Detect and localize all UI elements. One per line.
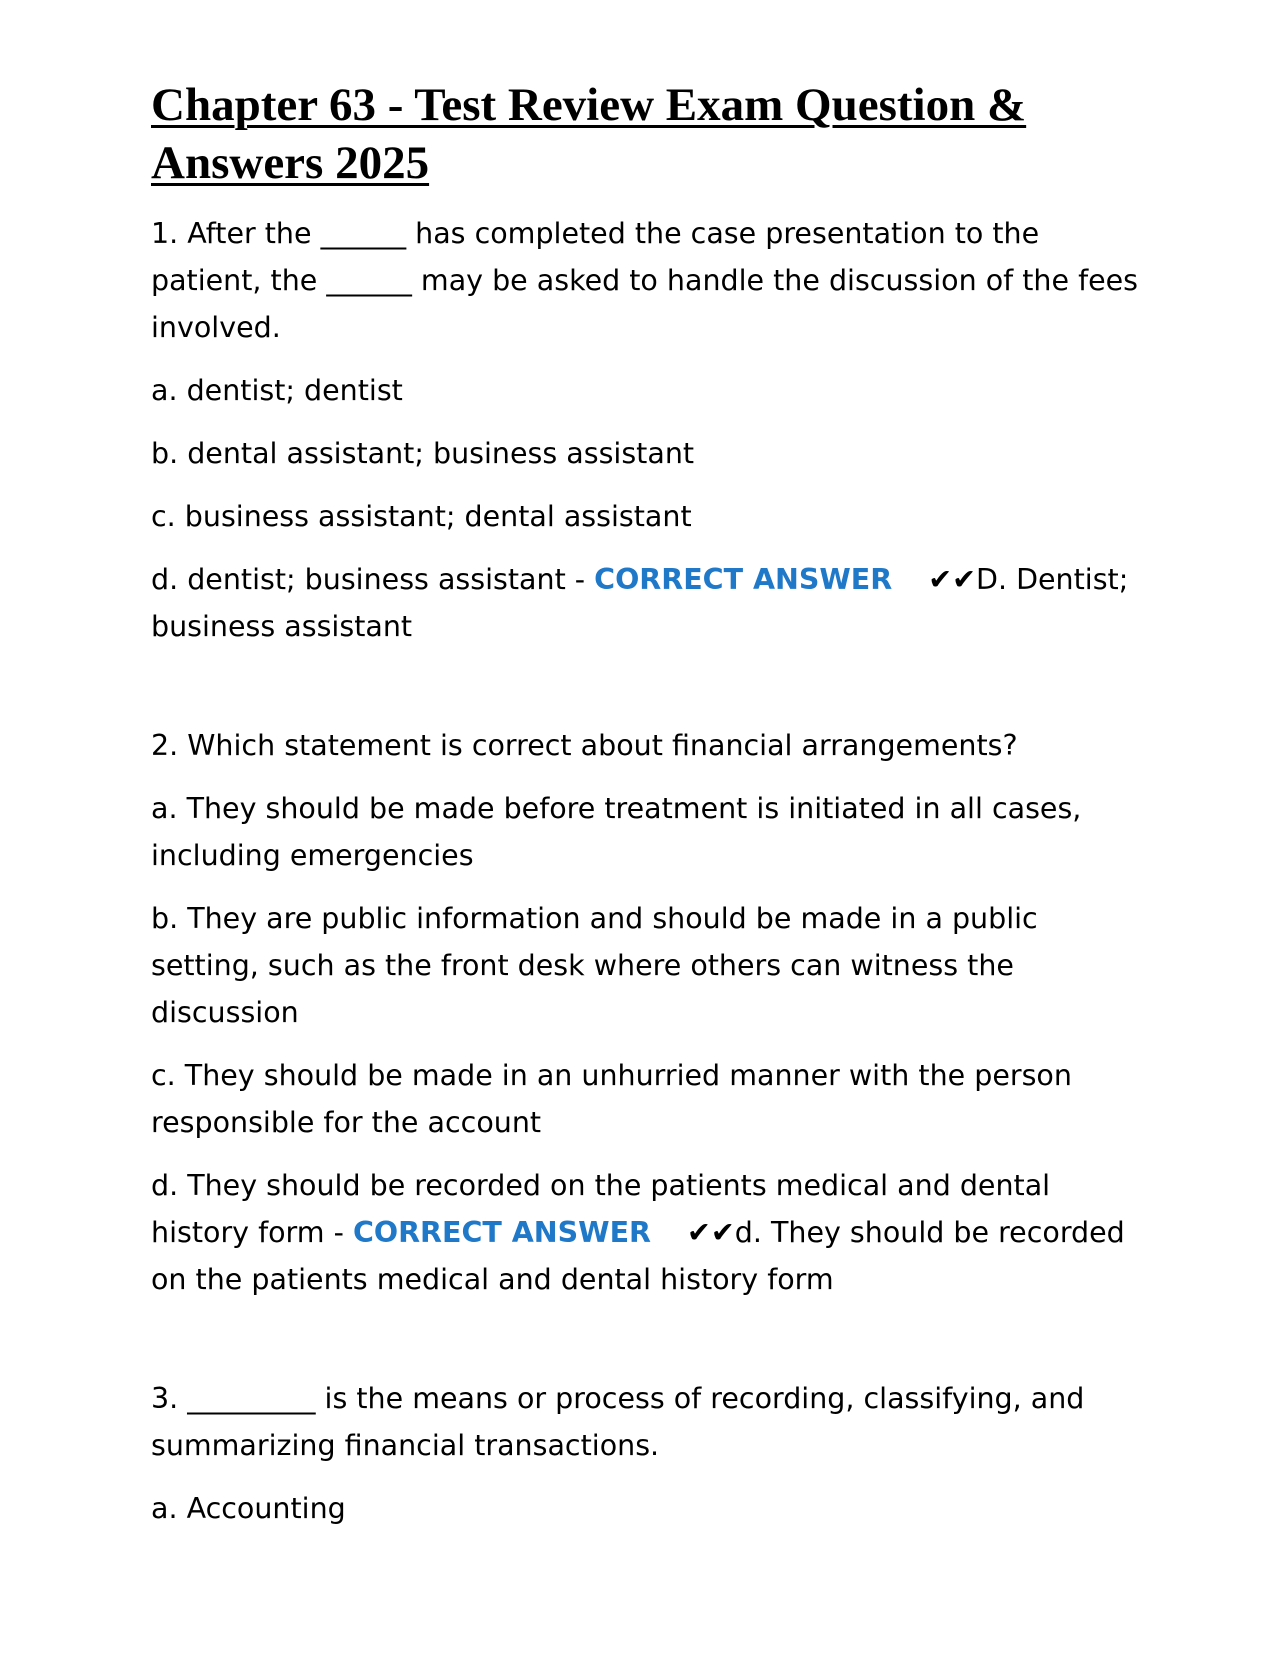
answer-option-text: d. dentist; business assistant -: [151, 563, 595, 596]
question-text: 3. _________ is the means or process of recording, classifying, and summarizing financial transactions.: [151, 1382, 1085, 1462]
question-block-1: [151, 210, 1141, 650]
correct-answer-text: D. Dentist; business assistant: [151, 563, 1129, 643]
answer-option: a. They should be made before treatment is initiated in all cases, including emergencies: [151, 792, 1082, 872]
answer-option-with-correct: [151, 556, 1141, 650]
answer-option: c. business assistant; dental assistant: [151, 500, 692, 533]
question-text: 2. Which statement is correct about financial arrangements?: [151, 729, 1018, 762]
answer-option: c. They should be made in an unhurried manner with the person responsible for the account: [151, 1059, 1072, 1139]
answer-option: a. dentist; dentist: [151, 374, 403, 407]
answer-option: b. dental assistant; business assistant: [151, 437, 695, 470]
document-title: Chapter 63 - Test Review Exam Question & Answers 2025: [151, 79, 1027, 189]
correct-answer-label: CORRECT ANSWER: [594, 563, 893, 596]
question-block-3: [151, 1375, 1141, 1532]
check-marks-icon: ✔✔: [687, 1216, 735, 1249]
spacer: [151, 1319, 1141, 1375]
question-text: 1. After the ______ has completed the case presentation to the patient, the ______ may be asked to handle the discussion of the fees involved.: [151, 217, 1139, 344]
correct-answer-text: d. They should be recorded on the patients medical and dental history form: [151, 1216, 1125, 1296]
answer-option: b. They are public information and should be made in a public setting, such as the front desk where others can witness the discussion: [151, 902, 1038, 1029]
answer-option: a. Accounting: [151, 1492, 346, 1525]
answer-option-text: d. They should be recorded on the patients medical and dental history form -: [151, 1169, 1051, 1249]
document-page: [151, 76, 1141, 1548]
answer-option-with-correct: [151, 1162, 1141, 1303]
check-marks-icon: ✔✔: [928, 563, 976, 596]
correct-answer-label: CORRECT ANSWER: [352, 1216, 652, 1249]
spacer: [151, 666, 1141, 722]
question-block-2: [151, 722, 1141, 1303]
